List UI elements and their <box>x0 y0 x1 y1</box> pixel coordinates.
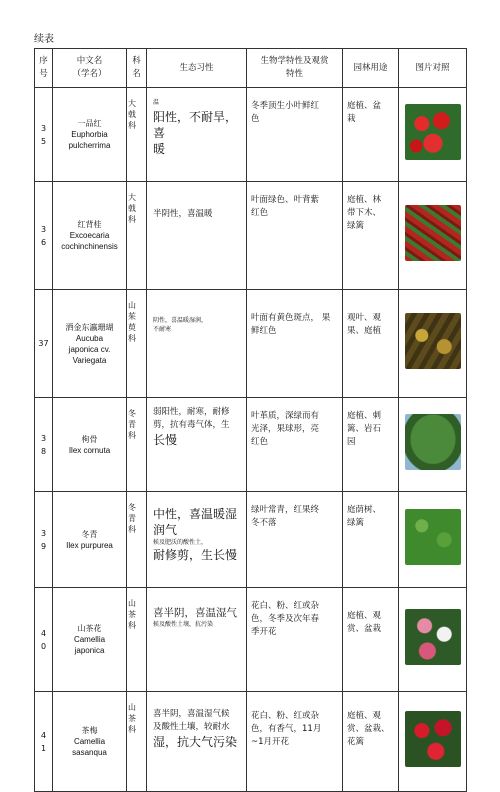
latin-name: Aucuba japonica cv. Variegata <box>68 333 111 365</box>
habit-cell <box>147 492 247 588</box>
poinsettia-photo <box>405 104 461 160</box>
chinese-name: 冬青 <box>81 529 98 539</box>
latin-name: Camellia japonica <box>73 635 106 655</box>
plant-name <box>53 290 127 398</box>
header-row <box>35 49 467 88</box>
habit-text-large: 长慢 <box>153 433 178 447</box>
holly-photo <box>405 414 461 470</box>
chinese-name: 茶梅 <box>81 726 98 735</box>
family-name: 山 茱 萸 科 <box>127 290 147 398</box>
header-index: 序 号 <box>35 49 53 88</box>
row-index: 4 0 <box>35 588 53 692</box>
table-row <box>35 492 467 588</box>
habit-cell <box>147 290 247 398</box>
habit-small-text: 候及酸性土壤，抗污染 <box>153 621 214 628</box>
table-row <box>35 290 467 398</box>
row-index: 3 9 <box>35 492 53 588</box>
family-name: 山 茶 科 <box>127 588 147 692</box>
plant-name <box>53 588 127 692</box>
habit-text: 喜半阴，喜温湿气 <box>153 607 237 619</box>
latin-name: Excoecaria cochinchinensis <box>61 231 118 251</box>
header-family: 科 名 <box>127 49 147 88</box>
habit-text: 弱阳性，耐寒，耐修 剪，抗有毒气体，生 <box>153 407 230 430</box>
habit-text-2: 耐修剪，生长慢 <box>153 548 238 562</box>
habit-text-large: 湿，抗大气污染 <box>153 735 238 749</box>
latin-name: Euphorbia pulcherrima <box>68 130 111 150</box>
header-use: 园林用途 <box>343 49 399 88</box>
habit-text: 阴性，喜温暖湿润， 不耐寒 <box>153 317 208 333</box>
row-index: 4 1 <box>35 692 53 792</box>
chinese-name: 红背桂 <box>77 220 102 229</box>
chinese-name: 山茶花 <box>77 624 102 633</box>
aucuba-photo <box>405 313 461 369</box>
habit-text: 喜半阴，喜温湿气候 及酸性土壤，较耐水 <box>153 709 230 732</box>
bio-text: 花白、粉、红或杂 色，有香气，11月 ~1月开花 <box>247 692 343 792</box>
plant-name <box>53 88 127 182</box>
plant-name <box>53 492 127 588</box>
family-name: 冬 青 科 <box>127 492 147 588</box>
table-row <box>35 88 467 182</box>
use-text: 庭植、林 带下木、 绿篱 <box>343 182 399 290</box>
plant-name <box>53 398 127 492</box>
chinese-name: 枸骨 <box>81 434 98 444</box>
bio-text: 绿叶常青，红果终 冬不落 <box>247 492 343 588</box>
row-index: 3 5 <box>35 88 53 182</box>
chinese-name: 洒金东瀛珊瑚 <box>65 322 114 332</box>
habit-text: 中性，喜温暖湿 润气 <box>153 507 238 537</box>
latin-name: Ilex cornuta <box>68 445 111 455</box>
habit-text: 阳性，不耐旱，喜 暖 <box>153 110 238 156</box>
habit-cell <box>147 398 247 492</box>
excoecaria-photo <box>405 205 461 261</box>
plant-table <box>34 48 467 792</box>
family-name: 冬 青 科 <box>127 398 147 492</box>
row-index: 3 6 <box>35 182 53 290</box>
table-caption: 续表 <box>34 34 54 45</box>
header-habit: 生态习性 <box>147 49 247 88</box>
family-name: 山 茶 科 <box>127 692 147 792</box>
holly-tree-photo <box>405 509 461 565</box>
habit-text: 半阴性，喜温暖 <box>147 182 247 290</box>
use-text: 庭植、刺 篱、岩石 园 <box>343 398 399 492</box>
habit-small-text: 温 <box>153 99 160 106</box>
sasanqua-photo <box>405 711 461 767</box>
plant-name <box>53 182 127 290</box>
header-name: 中文名 （学名） <box>53 49 127 88</box>
table-row <box>35 588 467 692</box>
camellia-photo <box>405 609 461 665</box>
table-row <box>35 398 467 492</box>
habit-small-text: 候及肥沃的酸性土， <box>153 539 208 546</box>
table-row <box>35 182 467 290</box>
use-text: 庭植、观 赏、盆栽 <box>343 588 399 692</box>
row-index: 3 8 <box>35 398 53 492</box>
chinese-name: 一品红 <box>77 119 102 128</box>
bio-text: 叶面有黄色斑点， 果鲜红色 <box>247 290 343 398</box>
bio-text: 叶革质，深绿而有 光泽，果球形，亮 红色 <box>247 398 343 492</box>
bio-text: 花白、粉、红或杂 色，冬季及次年春 季开花 <box>247 588 343 692</box>
header-bio: 生物学特性及观赏 特性 <box>247 49 343 88</box>
latin-name: Camellia sasanqua <box>72 737 107 757</box>
habit-cell <box>147 588 247 692</box>
bio-text: 冬季顶生小叶鲜红 色 <box>247 88 343 182</box>
row-index: 37 <box>35 290 53 398</box>
family-name: 大 戟 科 <box>127 182 147 290</box>
latin-name: Ilex purpurea <box>66 540 113 550</box>
habit-cell <box>147 88 247 182</box>
use-text: 庭荫树、 绿篱 <box>343 492 399 588</box>
bio-text: 叶面绿色、叶背紫 红色 <box>247 182 343 290</box>
use-text: 观叶、观 果、庭植 <box>343 290 399 398</box>
use-text: 庭植、盆 栽 <box>343 88 399 182</box>
use-text: 庭植、观 赏、盆栽、 花篱 <box>343 692 399 792</box>
header-photo: 图片对照 <box>399 49 467 88</box>
family-name: 大 戟 科 <box>127 88 147 182</box>
